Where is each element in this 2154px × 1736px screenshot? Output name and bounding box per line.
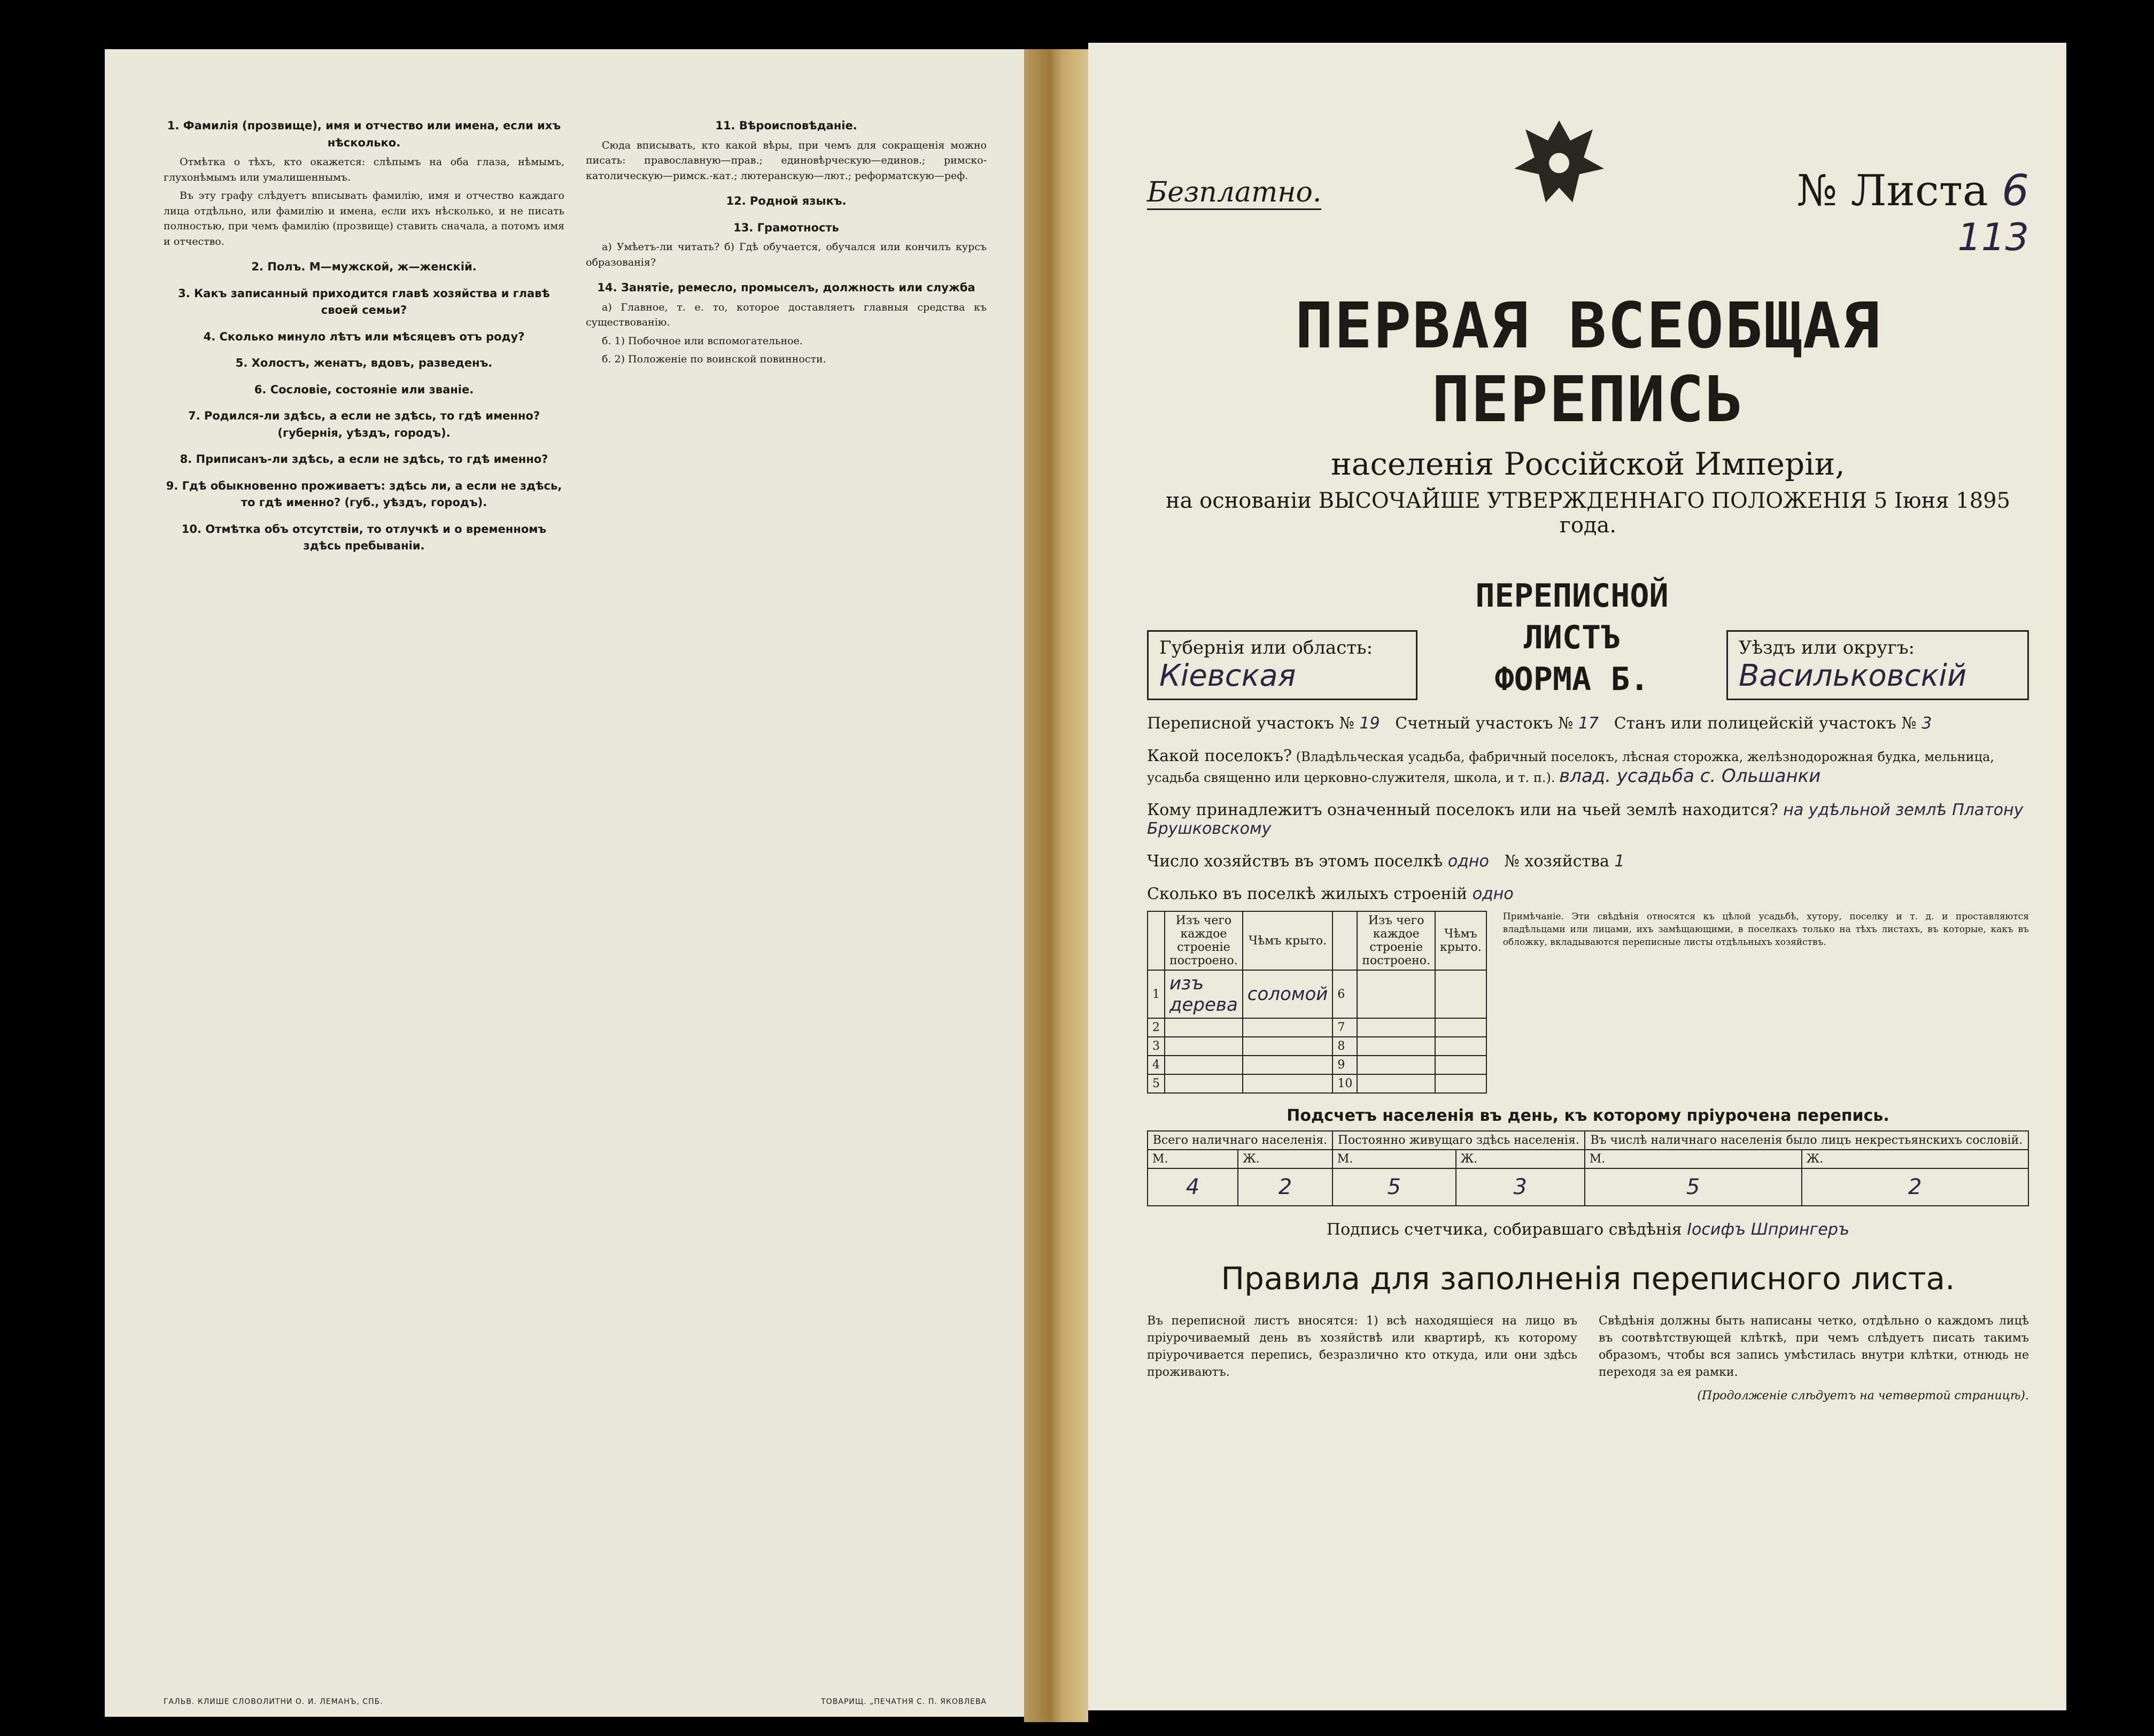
instruction-paragraph: Сюда вписывать, кто какой вѣры, при чемъ для сокращенія можно писать: православную—прав.; единовѣрческую—единов.; римско-католическую—римск.-кат.; лютеранскую—лют.; реформатскую—реф. (586, 139, 987, 182)
rules-title: Правила для заполненія переписного листа. (1221, 1260, 1955, 1297)
printer-footer-left: ГАЛЬВ. КЛИШЕ СЛОВОЛИТНИ О. И. ЛЕМАНЪ, СПБ. (164, 1698, 383, 1706)
instruction-heading: 6. Сословіе, состояніе или званіе. (254, 383, 474, 396)
population-count-table: Всего наличнаго населенія. Постоянно живущаго здѣсь населенія. Въ числѣ наличнаго населенія было лицъ некрестьянскихъ сословій. М. Ж. М. Ж. М. Ж. 4 2 5 3 5 2 (1147, 1130, 2029, 1206)
census-form-label: ФОРМА Б. (1494, 661, 1649, 698)
instructions-column-1 (164, 108, 564, 1685)
rules-column-right: Свѣдѣнія должны быть написаны четко, отдѣльно о каждомъ лицѣ въ соотвѣтствующей клѣткѣ, при чемъ слѣдуетъ писать такимъ образомъ, чтобы вся запись умѣстилась внутри клѣтки, отнюдь не переходя за ея рамки. (1599, 1314, 2029, 1379)
instruction-paragraph: б. 2) Положеніе по воинской повинности. (602, 353, 826, 365)
instruction-heading: 13. Грамотность (733, 221, 839, 234)
instruction-heading: 12. Родной языкъ. (726, 195, 847, 207)
sheet-number: № Листа 6 113 (1796, 166, 2029, 259)
continued-note: (Продолженіе слѣдуетъ на четвертой страницѣ). (1697, 1389, 2029, 1402)
instruction-heading: 8. Приписанъ-ли здѣсь, а если не здѣсь, то гдѣ именно? (180, 453, 548, 466)
instruction-heading: 7. Родился-ли здѣсь, а если не здѣсь, то гдѣ именно? (губернія, уѣздъ, городъ). (188, 409, 540, 439)
instruction-heading: 5. Холостъ, женатъ, вдовъ, разведенъ. (235, 356, 493, 369)
instruction-heading: 3. Какъ записанный приходится главѣ хозяйства и главѣ своей семьи? (178, 286, 550, 316)
buildings-note: Примѣчаніе. Эти свѣдѣнія относятся къ цѣлой усадьбѣ, хутору, поселку и т. д. и проставляются владѣльцами или лицами, ихъ замѣщающими, в поселкахъ только на тѣхъ листахъ, въ которые, какъ въ обложку, вкладываются переписные листы отдѣльныхъ хозяйствъ. (1502, 911, 2029, 948)
book-spine (1024, 49, 1088, 1722)
form-subtitle: населенія Россійской Имперіи, (1331, 446, 1845, 482)
instruction-heading: 10. Отмѣтка объ отсутствіи, то отлучкѣ и о временномъ здѣсь пребываніи. (181, 522, 547, 552)
stamp-number: 113 (1957, 215, 2029, 259)
instruction-paragraph: б. 1) Побочное или вспомогательное. (602, 335, 803, 347)
left-page (105, 49, 1024, 1717)
settlement-line: Какой поселокъ? (Владѣльческая усадьба, фабричный поселокъ, лѣсная сторожка, желѣзнодорожная будка, мельница, усадьба священно или церковно-служителя, школа, и т. п.). влад. усадьба с. Ольшанки (1147, 747, 1995, 787)
free-label: Безплатно. (1147, 176, 1321, 210)
instruction-paragraph: а) Умѣетъ-ли читать? б) Гдѣ обучается, обучался или кончилъ курсъ образованія? (586, 241, 987, 268)
district-line: Переписной участокъ № 19 Счетный участокъ № 17 Станъ или полицейскій участокъ № 3 (1147, 714, 1932, 733)
population-count-title: Подсчетъ населенія въ день, къ которому пріурочена перепись. (1287, 1106, 1889, 1125)
instruction-heading: 4. Сколько минуло лѣтъ или мѣсяцевъ отъ роду? (203, 330, 525, 343)
rules-columns (1147, 1313, 2029, 1404)
instruction-heading: 9. Гдѣ обыкновенно проживаетъ: здѣсь ли, а если не здѣсь, то гдѣ именно? (губ., уѣздъ, городъ). (166, 479, 562, 509)
uezd-box: Уѣздъ или округъ: Васильковскій (1726, 630, 2029, 700)
instruction-heading: 14. Занятіе, ремесло, промыселъ, должность или служба (597, 281, 975, 294)
rules-column-left: Въ переписной листъ вносятся: 1) всѣ находящіеся на лицо въ пріурочиваемый день въ хозяйствѣ или квартирѣ, къ которому пріурочивается перепись, безразлично кто откуда, или они здѣсь проживаютъ. (1147, 1314, 1577, 1379)
households-line: Число хозяйствъ въ этомъ поселкѣ одно № хозяйства 1 (1147, 852, 1625, 871)
printer-footer-right: ТОВАРИЩ. „ПЕЧАТНЯ С. П. ЯКОВЛЕВА (821, 1698, 987, 1706)
double-headed-eagle-emblem (1503, 107, 1615, 219)
buildings-line: Сколько въ поселкѣ жилыхъ строеній одно (1147, 885, 1514, 903)
instruction-paragraph: Въ эту графу слѣдуетъ вписывать фамилію, имя и отчество каждаго лица отдѣльно, или фамилію и имена, если ихъ нѣсколько, и не писать полностью, при чемъ фамилію (прозвище) ставить сначала, а потомъ имя и отчество. (164, 190, 564, 247)
owner-line: Кому принадлежитъ означенный поселокъ или на чьей землѣ находится? на удѣльной землѣ Платону Брушковскому (1147, 801, 2024, 838)
instruction-heading: 2. Полъ. М—мужской, ж—женскій. (251, 260, 477, 273)
enumerator-signature-line: Подпись счетчика, собиравшаго свѣдѣнія Іосифъ Шпрингеръ (1326, 1220, 1850, 1239)
instruction-heading: 11. Вѣроисповѣданіе. (715, 119, 857, 132)
census-sheet-title: ПЕРЕПИСНОЙ ЛИСТЪ (1475, 577, 1669, 656)
gubernia-box: Губернія или область: Кіевская (1147, 630, 1417, 700)
instruction-heading: 1. Фамилія (прозвище), имя и отчество или имена, если ихъ нѣсколько. (167, 119, 561, 149)
buildings-table: Изъ чего каждое строеніе построено. Чѣмъ крыто. Изъ чего каждое строеніе построено. Чѣмъ крыто. 1 изъ дерева соломой 6 2 7 3 8 4 9 5 10 (1147, 911, 1487, 1094)
instruction-paragraph: а) Главное, т. е. то, которое доставляетъ главныя средства къ существованію. (586, 301, 987, 328)
form-main-title: ПЕРВАЯ ВСЕОБЩАЯ ПЕРЕПИСЬ (1295, 289, 1881, 436)
instruction-paragraph: Отмѣтка о тѣхъ, кто окажется: слѣпымъ на оба глаза, нѣмымъ, глухонѣмымъ или умалишеннымъ. (164, 156, 564, 183)
form-basis: на основаніи ВЫСОЧАЙШЕ УТВЕРЖДЕННАГО ПОЛОЖЕНІЯ 5 Іюня 1895 года. (1165, 489, 2011, 538)
right-page (1088, 43, 2066, 1710)
instructions-column-2 (586, 108, 987, 1685)
